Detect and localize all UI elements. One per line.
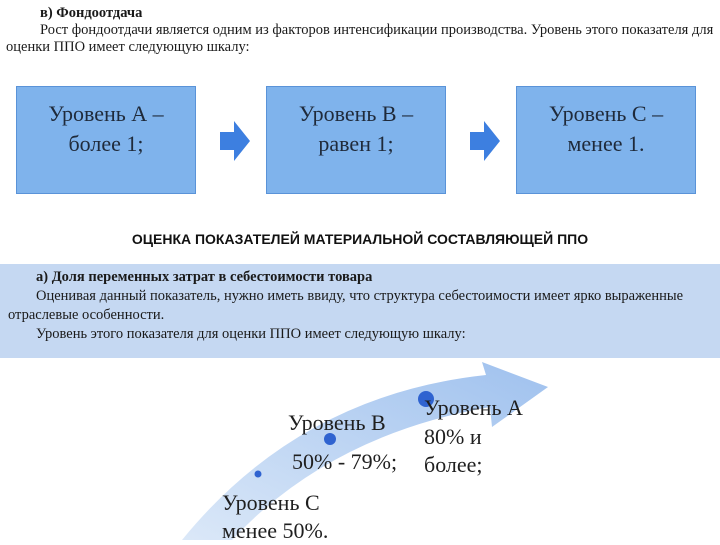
scale-box-label: Уровень В – равен 1; [298, 101, 414, 156]
level-c-label: Уровень С [222, 490, 320, 515]
intro-heading: в) Фондоотдача [40, 5, 143, 21]
right-arrow-icon [220, 119, 250, 163]
intro-paragraph: Рост фондоотдачи является одним из факторов интенсификации производства. Уровень этого показателя для оценки ППО имеет следующую шкалу: [6, 22, 714, 55]
level-c-range: менее 50%. [222, 518, 329, 543]
level-c-dot [255, 471, 262, 478]
level-b-range: 50% - 79%; [292, 449, 398, 474]
intro-text-block [6, 5, 718, 56]
scale-box-label: Уровень А – более 1; [48, 101, 164, 156]
section-title: ОЦЕНКА ПОКАЗАТЕЛЕЙ МАТЕРИАЛЬНОЙ СОСТАВЛЯЮЩЕЙ ППО [131, 231, 589, 247]
level-b-label: Уровень В [288, 410, 386, 435]
scale-box-level-b [266, 86, 446, 194]
level-a-range: 80% и [424, 424, 482, 449]
band-paragraph-1: Оценивая данный показатель, нужно иметь ввиду, что структура себестоимости имеет ярко выраженные отраслевые особенности. [8, 288, 684, 323]
band-text-block [8, 268, 716, 344]
scale-box-level-c [516, 86, 696, 194]
scale-box-level-a [16, 86, 196, 194]
right-arrow-icon [470, 119, 500, 163]
level-a-range-cont: более; [424, 452, 483, 477]
scale-box-label: Уровень С – менее 1. [548, 101, 664, 156]
level-a-label: Уровень А [424, 395, 523, 420]
band-paragraph-2: Уровень этого показателя для оценки ППО имеет следующую шкалу: [36, 326, 466, 342]
band-heading: а) Доля переменных затрат в себестоимости товара [36, 269, 373, 285]
